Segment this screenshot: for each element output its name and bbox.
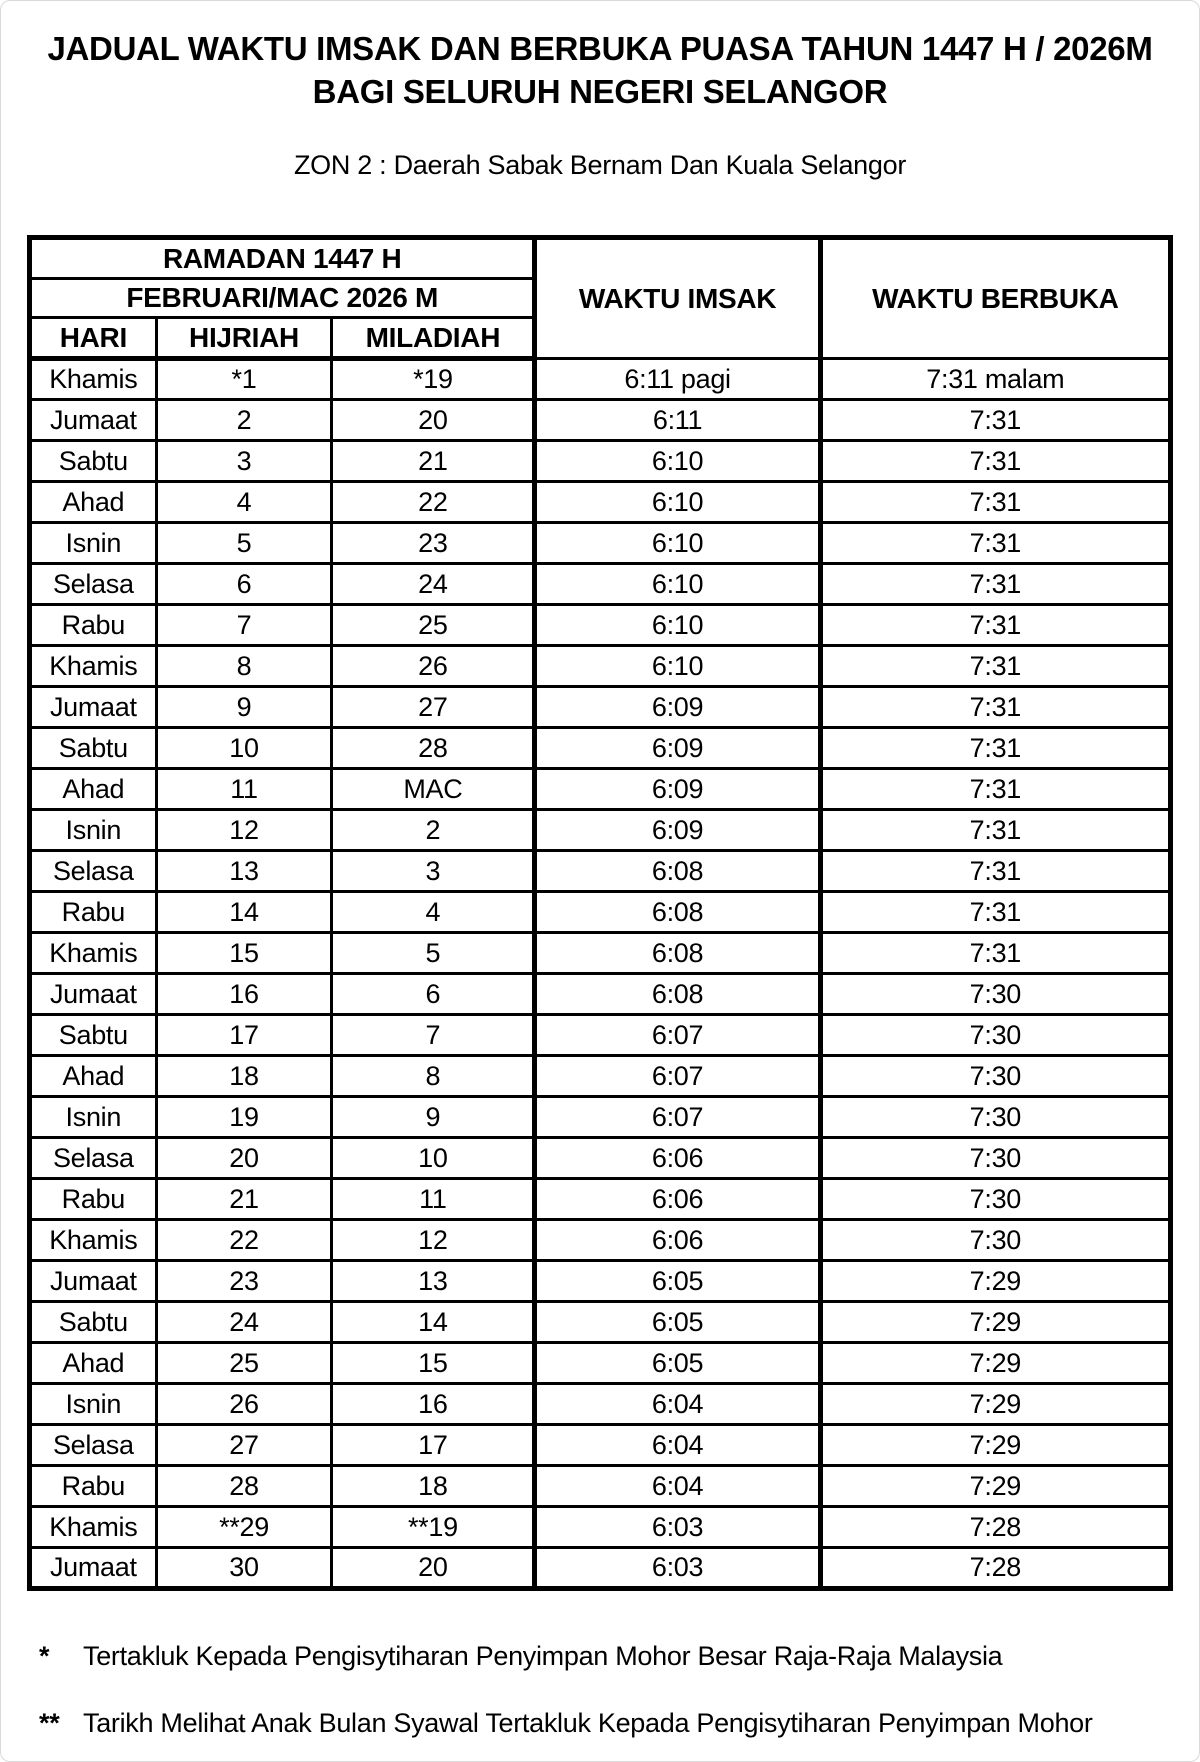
table-row — [30, 359, 1171, 400]
footnotes — [39, 1641, 1199, 1739]
cell-miladiah: 21 — [332, 441, 535, 482]
table-row — [30, 441, 1171, 482]
cell-hari: Ahad — [30, 769, 157, 810]
cell-miladiah: 8 — [332, 1056, 535, 1097]
cell-miladiah: 14 — [332, 1302, 535, 1343]
cell-hijriah: 3 — [156, 441, 332, 482]
cell-hijriah: 22 — [156, 1220, 332, 1261]
cell-hijriah: 7 — [156, 605, 332, 646]
cell-waktu-imsak: 6:08 — [535, 933, 820, 974]
cell-waktu-imsak: 6:03 — [535, 1507, 820, 1548]
zone-subtitle: ZON 2 : Daerah Sabak Bernam Dan Kuala Selangor — [293, 150, 907, 180]
cell-hari: Jumaat — [30, 1261, 157, 1302]
table-row — [30, 1548, 1171, 1589]
cell-waktu-berbuka: 7:31 — [820, 605, 1170, 646]
cell-hijriah: 30 — [156, 1548, 332, 1589]
cell-miladiah: 11 — [332, 1179, 535, 1220]
cell-hari: Khamis — [30, 933, 157, 974]
cell-hari: Sabtu — [30, 1302, 157, 1343]
cell-miladiah: 28 — [332, 728, 535, 769]
table-body — [30, 359, 1171, 1589]
cell-waktu-imsak: 6:06 — [535, 1138, 820, 1179]
cell-hari: Sabtu — [30, 441, 157, 482]
cell-hari: Selasa — [30, 1138, 157, 1179]
table-row — [30, 933, 1171, 974]
cell-hijriah: 8 — [156, 646, 332, 687]
table-row — [30, 1097, 1171, 1138]
cell-waktu-berbuka: 7:30 — [820, 1138, 1170, 1179]
cell-hijriah: 4 — [156, 482, 332, 523]
cell-waktu-imsak: 6:11 pagi — [535, 359, 820, 400]
cell-waktu-imsak: 6:04 — [535, 1384, 820, 1425]
cell-miladiah: 20 — [332, 400, 535, 441]
table-row — [30, 974, 1171, 1015]
cell-hari: Ahad — [30, 1343, 157, 1384]
cell-waktu-imsak: 6:10 — [535, 523, 820, 564]
cell-waktu-berbuka: 7:31 — [820, 400, 1170, 441]
cell-waktu-imsak: 6:07 — [535, 1056, 820, 1097]
cell-waktu-berbuka: 7:31 — [820, 441, 1170, 482]
table-row — [30, 1384, 1171, 1425]
cell-waktu-imsak: 6:04 — [535, 1466, 820, 1507]
table-row — [30, 1056, 1171, 1097]
cell-waktu-berbuka: 7:31 — [820, 564, 1170, 605]
cell-waktu-berbuka: 7:29 — [820, 1425, 1170, 1466]
cell-waktu-imsak: 6:10 — [535, 564, 820, 605]
table-row — [30, 1179, 1171, 1220]
cell-miladiah: 17 — [332, 1425, 535, 1466]
cell-hijriah: 5 — [156, 523, 332, 564]
cell-hari: Khamis — [30, 359, 157, 400]
cell-waktu-imsak: 6:08 — [535, 892, 820, 933]
cell-hari: Jumaat — [30, 400, 157, 441]
cell-waktu-berbuka: 7:30 — [820, 1015, 1170, 1056]
cell-waktu-imsak: 6:05 — [535, 1261, 820, 1302]
cell-hari: Rabu — [30, 892, 157, 933]
cell-hijriah: 20 — [156, 1138, 332, 1179]
cell-miladiah: 4 — [332, 892, 535, 933]
cell-waktu-berbuka: 7:31 — [820, 687, 1170, 728]
cell-miladiah: 3 — [332, 851, 535, 892]
table-row — [30, 564, 1171, 605]
cell-hari: Jumaat — [30, 974, 157, 1015]
table-row — [30, 1138, 1171, 1179]
cell-hijriah: 27 — [156, 1425, 332, 1466]
cell-waktu-berbuka: 7:29 — [820, 1466, 1170, 1507]
cell-waktu-berbuka: 7:30 — [820, 1097, 1170, 1138]
table-row — [30, 892, 1171, 933]
cell-waktu-berbuka: 7:30 — [820, 974, 1170, 1015]
cell-waktu-imsak: 6:11 — [535, 400, 820, 441]
table-row — [30, 1220, 1171, 1261]
cell-hijriah: 28 — [156, 1466, 332, 1507]
cell-miladiah: 9 — [332, 1097, 535, 1138]
cell-hijriah: 15 — [156, 933, 332, 974]
cell-miladiah: 23 — [332, 523, 535, 564]
cell-hari: Isnin — [30, 1097, 157, 1138]
cell-hijriah: 14 — [156, 892, 332, 933]
cell-waktu-berbuka: 7:31 — [820, 851, 1170, 892]
cell-miladiah: 10 — [332, 1138, 535, 1179]
cell-waktu-berbuka: 7:29 — [820, 1261, 1170, 1302]
cell-miladiah: 25 — [332, 605, 535, 646]
cell-waktu-berbuka: 7:29 — [820, 1302, 1170, 1343]
table-row — [30, 605, 1171, 646]
cell-miladiah: 27 — [332, 687, 535, 728]
table-row — [30, 1507, 1171, 1548]
cell-hari: Rabu — [30, 1466, 157, 1507]
cell-hijriah: 21 — [156, 1179, 332, 1220]
table-row — [30, 1261, 1171, 1302]
page-title-line1: JADUAL WAKTU IMSAK DAN BERBUKA PUASA TAHUN 1447 H / 2026M — [47, 30, 1153, 67]
table-row — [30, 728, 1171, 769]
cell-hari: Sabtu — [30, 728, 157, 769]
footnote-text: Tertakluk Kepada Pengisytiharan Penyimpan Mohor Besar Raja-Raja Malaysia — [83, 1641, 1003, 1671]
cell-miladiah: 12 — [332, 1220, 535, 1261]
cell-hijriah: 9 — [156, 687, 332, 728]
footnote-single-asterisk — [39, 1641, 1199, 1672]
cell-waktu-berbuka: 7:31 malam — [820, 359, 1170, 400]
cell-miladiah: 18 — [332, 1466, 535, 1507]
cell-miladiah: 7 — [332, 1015, 535, 1056]
cell-waktu-imsak: 6:10 — [535, 441, 820, 482]
cell-hari: Jumaat — [30, 1548, 157, 1589]
cell-waktu-imsak: 6:06 — [535, 1179, 820, 1220]
cell-waktu-berbuka: 7:31 — [820, 646, 1170, 687]
cell-hijriah: 18 — [156, 1056, 332, 1097]
cell-hijriah: 6 — [156, 564, 332, 605]
table-row — [30, 1343, 1171, 1384]
cell-waktu-imsak: 6:09 — [535, 769, 820, 810]
cell-miladiah: 15 — [332, 1343, 535, 1384]
cell-waktu-imsak: 6:07 — [535, 1097, 820, 1138]
table-row — [30, 810, 1171, 851]
cell-hari: Selasa — [30, 1425, 157, 1466]
table-row — [30, 1425, 1171, 1466]
footnote-marker: * — [39, 1641, 50, 1671]
header-waktu-imsak: WAKTU IMSAK — [535, 238, 820, 359]
cell-hijriah: 2 — [156, 400, 332, 441]
cell-waktu-imsak: 6:08 — [535, 974, 820, 1015]
cell-hari: Ahad — [30, 1056, 157, 1097]
cell-waktu-imsak: 6:09 — [535, 728, 820, 769]
cell-hijriah: *1 — [156, 359, 332, 400]
header-hijriah: HIJRIAH — [156, 318, 332, 359]
cell-waktu-imsak: 6:09 — [535, 810, 820, 851]
table-row — [30, 400, 1171, 441]
table-row — [30, 1015, 1171, 1056]
cell-miladiah: **19 — [332, 1507, 535, 1548]
header-gregorian: FEBRUARI/MAC 2026 M — [30, 279, 535, 318]
cell-hari: Isnin — [30, 523, 157, 564]
footnote-double-asterisk — [39, 1708, 1199, 1739]
cell-miladiah: 5 — [332, 933, 535, 974]
header-row-ramadan — [30, 238, 1171, 279]
cell-miladiah: 26 — [332, 646, 535, 687]
cell-hijriah: 19 — [156, 1097, 332, 1138]
cell-hijriah: 10 — [156, 728, 332, 769]
table-row — [30, 851, 1171, 892]
cell-hari: Selasa — [30, 564, 157, 605]
table-row — [30, 646, 1171, 687]
cell-hari: Jumaat — [30, 687, 157, 728]
cell-miladiah: 22 — [332, 482, 535, 523]
cell-waktu-berbuka: 7:31 — [820, 482, 1170, 523]
cell-hari: Isnin — [30, 810, 157, 851]
header-miladiah: MILADIAH — [332, 318, 535, 359]
cell-miladiah: 16 — [332, 1384, 535, 1425]
cell-waktu-berbuka: 7:29 — [820, 1384, 1170, 1425]
cell-hijriah: 17 — [156, 1015, 332, 1056]
cell-waktu-imsak: 6:10 — [535, 482, 820, 523]
cell-hari: Khamis — [30, 1507, 157, 1548]
cell-waktu-imsak: 6:05 — [535, 1343, 820, 1384]
cell-hari: Rabu — [30, 1179, 157, 1220]
cell-hari: Khamis — [30, 1220, 157, 1261]
cell-hijriah: **29 — [156, 1507, 332, 1548]
cell-waktu-imsak: 6:09 — [535, 687, 820, 728]
cell-hijriah: 16 — [156, 974, 332, 1015]
table-row — [30, 482, 1171, 523]
cell-waktu-berbuka: 7:28 — [820, 1507, 1170, 1548]
cell-hijriah: 24 — [156, 1302, 332, 1343]
cell-waktu-imsak: 6:03 — [535, 1548, 820, 1589]
cell-waktu-imsak: 6:07 — [535, 1015, 820, 1056]
cell-waktu-berbuka: 7:31 — [820, 933, 1170, 974]
cell-waktu-berbuka: 7:31 — [820, 810, 1170, 851]
table-row — [30, 1466, 1171, 1507]
cell-waktu-imsak: 6:04 — [535, 1425, 820, 1466]
cell-hijriah: 13 — [156, 851, 332, 892]
cell-hari: Ahad — [30, 482, 157, 523]
cell-hari: Sabtu — [30, 1015, 157, 1056]
table-row — [30, 769, 1171, 810]
cell-miladiah: 20 — [332, 1548, 535, 1589]
cell-hijriah: 12 — [156, 810, 332, 851]
cell-miladiah: 2 — [332, 810, 535, 851]
cell-miladiah: *19 — [332, 359, 535, 400]
footnote-marker: ** — [39, 1708, 60, 1738]
table-row — [30, 687, 1171, 728]
cell-waktu-berbuka: 7:30 — [820, 1056, 1170, 1097]
cell-waktu-berbuka: 7:30 — [820, 1220, 1170, 1261]
table-header — [30, 238, 1171, 359]
cell-waktu-berbuka: 7:29 — [820, 1343, 1170, 1384]
cell-miladiah: 24 — [332, 564, 535, 605]
cell-waktu-imsak: 6:10 — [535, 646, 820, 687]
cell-hijriah: 23 — [156, 1261, 332, 1302]
cell-hijriah: 26 — [156, 1384, 332, 1425]
header-hari: HARI — [30, 318, 157, 359]
cell-waktu-imsak: 6:08 — [535, 851, 820, 892]
cell-miladiah: MAC — [332, 769, 535, 810]
cell-hijriah: 25 — [156, 1343, 332, 1384]
cell-waktu-berbuka: 7:31 — [820, 523, 1170, 564]
header-ramadan: RAMADAN 1447 H — [30, 238, 535, 279]
table-row — [30, 523, 1171, 564]
table-row — [30, 1302, 1171, 1343]
cell-waktu-berbuka: 7:31 — [820, 892, 1170, 933]
cell-hari: Isnin — [30, 1384, 157, 1425]
cell-waktu-berbuka: 7:31 — [820, 728, 1170, 769]
cell-miladiah: 6 — [332, 974, 535, 1015]
cell-waktu-berbuka: 7:28 — [820, 1548, 1170, 1589]
cell-miladiah: 13 — [332, 1261, 535, 1302]
cell-hijriah: 11 — [156, 769, 332, 810]
cell-waktu-berbuka: 7:30 — [820, 1179, 1170, 1220]
cell-waktu-imsak: 6:06 — [535, 1220, 820, 1261]
page-title — [1, 27, 1199, 113]
cell-hari: Khamis — [30, 646, 157, 687]
cell-hari: Rabu — [30, 605, 157, 646]
prayer-times-table — [27, 235, 1173, 1591]
cell-waktu-berbuka: 7:31 — [820, 769, 1170, 810]
page-title-line2: BAGI SELURUH NEGERI SELANGOR — [312, 73, 888, 110]
header-waktu-berbuka: WAKTU BERBUKA — [820, 238, 1170, 359]
footnote-text: Tarikh Melihat Anak Bulan Syawal Tertakluk Kepada Pengisytiharan Penyimpan Mohor — [83, 1708, 1093, 1738]
cell-waktu-imsak: 6:10 — [535, 605, 820, 646]
cell-hari: Selasa — [30, 851, 157, 892]
cell-waktu-imsak: 6:05 — [535, 1302, 820, 1343]
